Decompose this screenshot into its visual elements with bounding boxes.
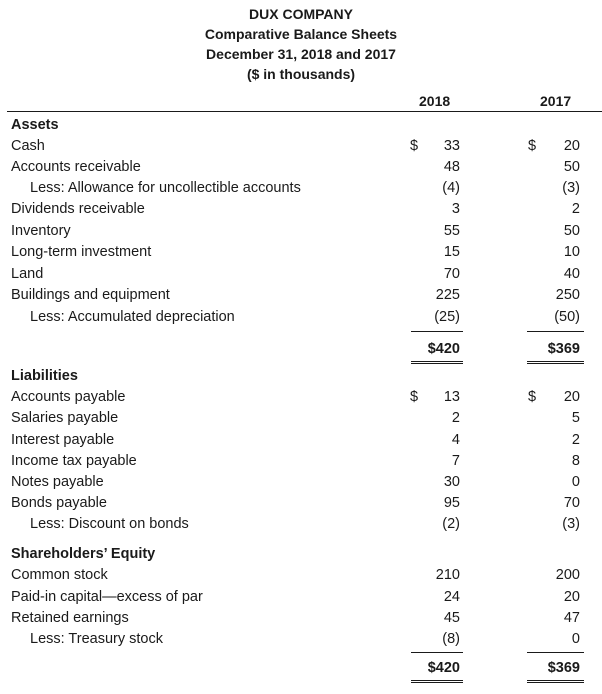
row-label: Land xyxy=(11,266,44,282)
value-2017-text: (3) xyxy=(562,180,580,196)
dollar-sign: $ xyxy=(528,138,537,154)
value-2017-text: 20 xyxy=(563,389,580,405)
value-2018-text: $420 xyxy=(427,341,460,357)
value-2017-text: 8 xyxy=(571,453,580,469)
value-2017 xyxy=(528,178,580,199)
value-2017 xyxy=(528,658,580,679)
value-2017-text: 47 xyxy=(563,610,580,626)
section-heading-assets xyxy=(0,115,602,136)
value-2018-text: $420 xyxy=(427,660,460,676)
value-2017 xyxy=(528,221,580,242)
value-2018 xyxy=(410,285,460,306)
value-2018 xyxy=(410,451,460,472)
value-2017 xyxy=(528,339,580,360)
value-2017-text: 2 xyxy=(571,432,580,448)
value-2018 xyxy=(410,493,460,514)
value-2017-text: 50 xyxy=(563,159,580,175)
row-label: Inventory xyxy=(11,223,71,239)
value-2018 xyxy=(410,199,460,220)
table-row xyxy=(0,493,602,514)
value-2018 xyxy=(410,178,460,199)
value-2018-text: 70 xyxy=(443,266,460,282)
value-2018-text: 4 xyxy=(451,432,460,448)
section-heading-liabilities xyxy=(0,366,602,387)
value-2017 xyxy=(528,408,580,429)
total-assets-row xyxy=(0,339,602,360)
value-2018-text: 2 xyxy=(451,410,460,426)
statement-date: December 31, 2018 and 2017 xyxy=(206,46,396,62)
table-row xyxy=(0,136,602,157)
value-2017 xyxy=(528,565,580,586)
row-label: Retained earnings xyxy=(11,610,129,626)
value-2018 xyxy=(410,565,460,586)
value-2018-text: 13 xyxy=(443,389,460,405)
total-liabilities-equity-row xyxy=(0,658,602,679)
dollar-sign: $ xyxy=(410,389,419,405)
value-2018-text: 3 xyxy=(451,201,460,217)
value-2017 xyxy=(528,285,580,306)
value-2017-text: 5 xyxy=(571,410,580,426)
table-row xyxy=(0,565,602,586)
table-row xyxy=(0,264,602,285)
value-2017-text: $369 xyxy=(547,341,580,357)
column-header-2017: 2017 xyxy=(540,93,572,109)
value-2018 xyxy=(410,339,460,360)
value-2018 xyxy=(410,658,460,679)
section-heading-equity xyxy=(0,544,602,565)
row-label: Assets xyxy=(11,117,59,133)
value-2017 xyxy=(528,157,580,178)
value-2017 xyxy=(528,587,580,608)
value-2018 xyxy=(410,514,460,535)
dollar-sign: $ xyxy=(410,138,419,154)
value-2018 xyxy=(410,408,460,429)
subtotal-rule-2018 xyxy=(411,652,463,653)
value-2018 xyxy=(410,221,460,242)
table-row xyxy=(0,307,602,328)
table-row xyxy=(0,451,602,472)
value-2018 xyxy=(410,136,460,157)
value-2018 xyxy=(410,587,460,608)
value-2018-text: 7 xyxy=(451,453,460,469)
value-2017-text: 40 xyxy=(563,266,580,282)
value-2017 xyxy=(528,493,580,514)
value-2018-text: (25) xyxy=(434,309,460,325)
row-label: Shareholders’ Equity xyxy=(11,546,156,562)
value-2017 xyxy=(528,199,580,220)
row-label: Notes payable xyxy=(11,474,104,490)
dollar-sign: $ xyxy=(528,389,537,405)
row-label: Less: Discount on bonds xyxy=(30,516,189,532)
value-2017-text: 250 xyxy=(555,287,580,303)
value-2017-text: 50 xyxy=(563,223,580,239)
value-2017-text: 2 xyxy=(571,201,580,217)
row-label: Bonds payable xyxy=(11,495,107,511)
value-2017-text: 20 xyxy=(563,589,580,605)
subtotal-rule-2018 xyxy=(411,331,463,332)
header-rule xyxy=(7,111,602,112)
table-row xyxy=(0,387,602,408)
value-2017-text: (50) xyxy=(554,309,580,325)
value-2017-text: 0 xyxy=(571,474,580,490)
value-2017-text: 20 xyxy=(563,138,580,154)
row-label: Income tax payable xyxy=(11,453,137,469)
value-2018 xyxy=(410,387,460,408)
value-2017-text: (3) xyxy=(562,516,580,532)
table-row xyxy=(0,514,602,535)
total-double-rule-2017 xyxy=(527,680,584,683)
row-label: Accounts receivable xyxy=(11,159,141,175)
value-2018-text: 48 xyxy=(443,159,460,175)
value-2017-text: $369 xyxy=(547,660,580,676)
value-2017 xyxy=(528,242,580,263)
company-name: DUX COMPANY xyxy=(249,6,353,22)
row-label: Less: Accumulated depreciation xyxy=(30,309,235,325)
value-2018 xyxy=(410,629,460,650)
value-2018-text: 95 xyxy=(443,495,460,511)
value-2017 xyxy=(528,629,580,650)
value-2017-text: 200 xyxy=(555,567,580,583)
table-row xyxy=(0,178,602,199)
value-2017-text: 0 xyxy=(571,631,580,647)
total-double-rule-2017 xyxy=(527,361,584,364)
table-row xyxy=(0,242,602,263)
value-2017 xyxy=(528,514,580,535)
table-row xyxy=(0,629,602,650)
value-2017 xyxy=(528,307,580,328)
value-2018 xyxy=(410,264,460,285)
row-label: Paid-in capital—excess of par xyxy=(11,589,203,605)
table-row xyxy=(0,199,602,220)
row-label: Salaries payable xyxy=(11,410,119,426)
row-label: Liabilities xyxy=(11,368,78,384)
value-2018 xyxy=(410,307,460,328)
value-2018 xyxy=(410,157,460,178)
value-2018 xyxy=(410,472,460,493)
value-2018-text: 24 xyxy=(443,589,460,605)
table-row xyxy=(0,587,602,608)
row-label: Less: Allowance for uncollectible accounts xyxy=(30,180,301,196)
total-double-rule-2018 xyxy=(411,361,463,364)
value-2018-text: 15 xyxy=(443,244,460,260)
value-2017 xyxy=(528,136,580,157)
column-header-2018: 2018 xyxy=(419,93,451,109)
value-2018-text: (4) xyxy=(442,180,460,196)
table-row xyxy=(0,472,602,493)
value-2018 xyxy=(410,242,460,263)
table-row xyxy=(0,157,602,178)
value-2017-text: 10 xyxy=(563,244,580,260)
value-2018 xyxy=(410,608,460,629)
table-row xyxy=(0,408,602,429)
value-2018-text: 210 xyxy=(435,567,460,583)
value-2017-text: 70 xyxy=(563,495,580,511)
subtotal-rule-2017 xyxy=(527,331,584,332)
subtotal-rule-2017 xyxy=(527,652,584,653)
row-label: Less: Treasury stock xyxy=(30,631,163,647)
value-2017 xyxy=(528,264,580,285)
row-label: Interest payable xyxy=(11,432,115,448)
table-row xyxy=(0,608,602,629)
value-2018-text: (8) xyxy=(442,631,460,647)
row-label: Accounts payable xyxy=(11,389,126,405)
value-2017 xyxy=(528,608,580,629)
row-label: Buildings and equipment xyxy=(11,287,170,303)
table-row xyxy=(0,285,602,306)
row-label: Long-term investment xyxy=(11,244,152,260)
row-label: Common stock xyxy=(11,567,108,583)
table-row xyxy=(0,221,602,242)
row-label: Dividends receivable xyxy=(11,201,145,217)
value-2018-text: 55 xyxy=(443,223,460,239)
value-2018-text: 30 xyxy=(443,474,460,490)
value-2018-text: 33 xyxy=(443,138,460,154)
value-2017 xyxy=(528,472,580,493)
value-2017 xyxy=(528,430,580,451)
value-2018 xyxy=(410,430,460,451)
total-double-rule-2018 xyxy=(411,680,463,683)
statement-units: ($ in thousands) xyxy=(246,66,356,82)
statement-title: Comparative Balance Sheets xyxy=(204,26,398,42)
value-2018-text: 225 xyxy=(435,287,460,303)
value-2017 xyxy=(528,387,580,408)
row-label: Cash xyxy=(11,138,45,154)
table-row xyxy=(0,430,602,451)
value-2017 xyxy=(528,451,580,472)
value-2018-text: 45 xyxy=(443,610,460,626)
value-2018-text: (2) xyxy=(442,516,460,532)
